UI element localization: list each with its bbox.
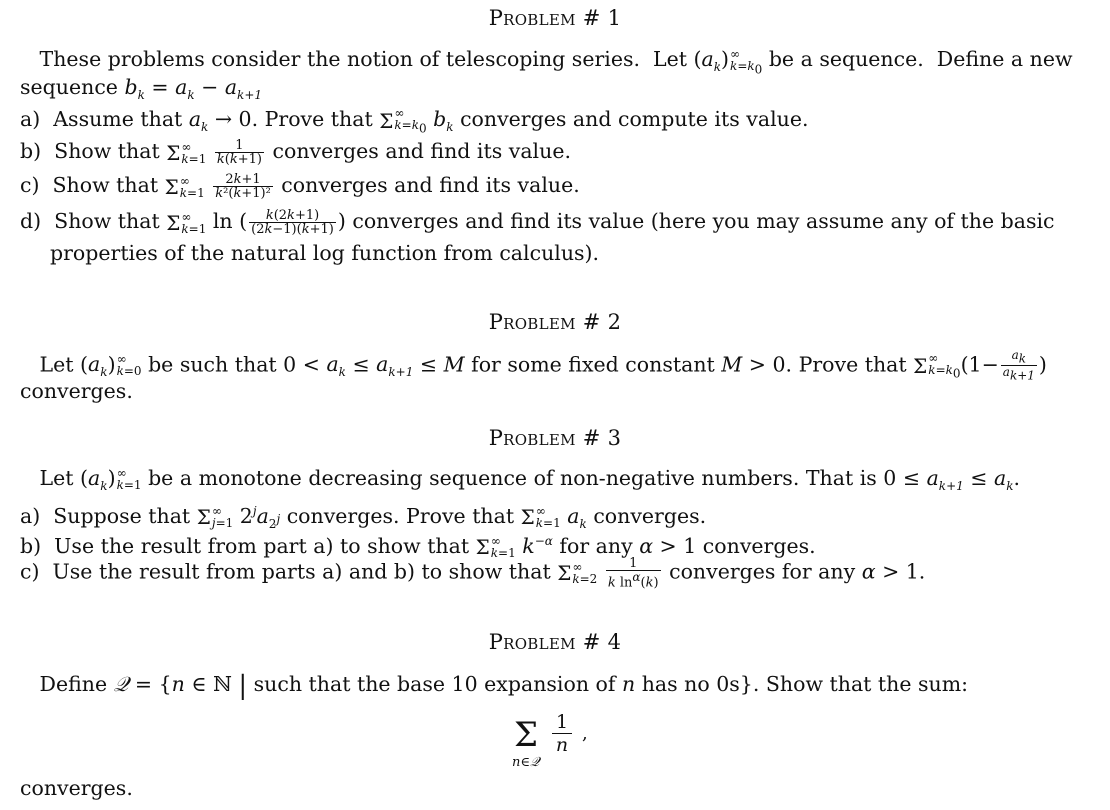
problem-1-part-d-cont: properties of the natural log function from calculus). [50, 241, 600, 265]
problem-2-intro: Let $(a_k)$ ∞ k=0 be such that $0 < a_k \le a_{k+1} \le M$ for some fixed constant M > 0. Prove that Σ ∞ $k=k_0$ (1− $\frac{a_k}{a_{k+1}}$ ) [20, 348, 1047, 383]
problem-3-intro: Let $(a_k)$ ∞ k=1 be a monotone decreasing sequence of non-negative numbers. That is $0 \le a_{k+1} \le a_k$. [20, 466, 1021, 494]
problem-1-part-d: d) Show that Σ ∞ k=1 ln ( $\frac{k(2k+1)}{(2k-1)(k+1)}$ ) converges and find its value (here you may assume any of the basic [20, 208, 1055, 237]
problem-1-intro-cont: sequence $b_k = a_k - a_{k+1}$ [20, 75, 263, 103]
problem-2-title: Problem # 2 [488, 310, 622, 334]
problem-1-title: Problem # 1 [488, 6, 622, 30]
problem-1-part-a: a) Assume that $a_k \to 0$. Prove that Σ ∞ $k=k_0$ $b_k$ converges and compute its value. [20, 105, 809, 136]
problem-4-intro: Define 𝒬 = {n ∈ ℕ | such that the base 10 expansion of n has no 0s}. Show that the sum: [20, 671, 969, 701]
problem-3-part-b: b) Use the result from part a) to show that Σ ∞ k=1 $k^{-\alpha}$ for any α > 1 converges. [20, 533, 816, 561]
problem-1-intro: These problems consider the notion of telescoping series. Let $(a_k)$ ∞ $k=k_0$ be a sequence. Define a new [20, 47, 1073, 77]
problem-1-part-c: c) Show that Σ ∞ k=1 $\frac{2k+1}{\text{k²(k+1)²}}$ converges and find its value. [20, 172, 580, 201]
problem-3-title: Problem # 3 [488, 426, 622, 450]
problem-4-conclusion: converges. [20, 776, 133, 800]
problem-1-part-b: b) Show that Σ ∞ k=1 $\frac{1}{k(k+1)}$ converges and find its value. [20, 138, 571, 167]
problem-3-part-c: c) Use the result from parts a) and b) to show that Σ ∞ k=2 $\frac{1}{k \ln^\alpha(k)}$ converges for any α > 1. [20, 556, 926, 591]
problem-4-sum: Σ 1 n , n∈𝒬 [512, 711, 588, 770]
problem-4-title: Problem # 4 [488, 630, 622, 654]
problem-3-part-a: a) Suppose that Σ ∞ j=1 $2^ja_{2^j}$ converges. Prove that Σ ∞ k=1 $a_k$ converges. [20, 503, 707, 531]
problem-2-intro-cont: converges. [20, 379, 133, 403]
